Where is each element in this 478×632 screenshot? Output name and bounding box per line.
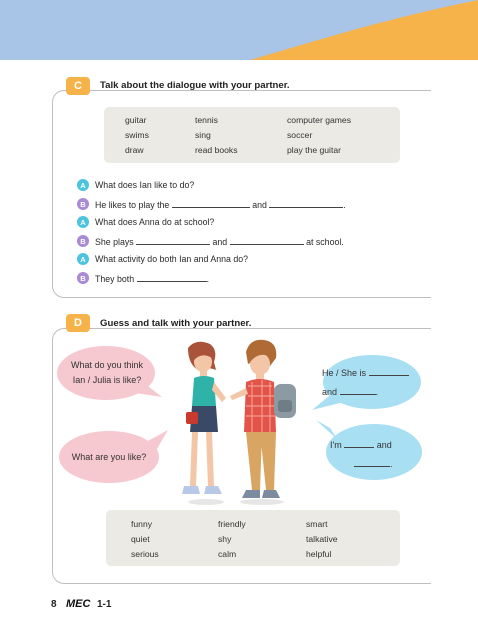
word-read-books: read books xyxy=(195,145,238,155)
bubble-1-text xyxy=(60,358,154,388)
question-fragment: . xyxy=(206,274,210,284)
answer-blank[interactable] xyxy=(230,235,304,245)
speaker-a-icon: A xyxy=(77,216,89,228)
bubble-2-text: What are you like? xyxy=(71,452,147,462)
word-swims: swims xyxy=(125,130,149,140)
unit-label: 1-1 xyxy=(97,599,112,610)
question-fragment: . xyxy=(343,200,346,210)
question-row xyxy=(77,198,346,210)
bubble-4-and: and xyxy=(376,440,392,450)
section-d-heading: Guess and talk with your partner. xyxy=(100,318,252,329)
question-fragment: They both xyxy=(95,274,137,284)
question-fragment: He likes to play the xyxy=(95,200,172,210)
question-row xyxy=(77,253,248,265)
word-guitar: guitar xyxy=(125,115,147,125)
question-text xyxy=(95,254,248,264)
word-talkative: talkative xyxy=(306,534,338,544)
speaker-b-icon: B xyxy=(77,198,89,210)
illustration-two-students xyxy=(176,336,306,506)
question-fragment: What activity do both Ian and Anna do? xyxy=(95,254,249,264)
question-fragment: What does Ian like to do? xyxy=(95,180,195,190)
question-fragment: She plays xyxy=(95,237,137,247)
header-banner xyxy=(0,0,478,60)
bubble-1-line-1: What do you think xyxy=(70,360,144,370)
word-quiet: quiet xyxy=(131,534,150,544)
bubble-3-blank-1[interactable] xyxy=(369,366,409,376)
bubble-4-line-1: I'm xyxy=(330,440,342,450)
speaker-a-icon: A xyxy=(77,253,89,265)
bubble-4-blank-2[interactable] xyxy=(354,457,390,467)
word-computer-games: computer games xyxy=(287,115,352,125)
question-row xyxy=(77,216,214,228)
question-text xyxy=(95,272,209,284)
word-funny: funny xyxy=(131,519,153,529)
section-c-heading: Talk about the dialogue with your partner. xyxy=(100,80,290,91)
word-soccer: soccer xyxy=(287,130,313,140)
bubble-3-text: He / She is and . xyxy=(322,366,416,400)
bubble-3-blank-2[interactable] xyxy=(340,385,376,395)
section-d-word-box xyxy=(106,510,400,566)
word-smart: smart xyxy=(306,519,328,529)
question-fragment: and xyxy=(249,200,270,210)
question-fragment: at school. xyxy=(303,237,344,247)
word-draw: draw xyxy=(125,145,144,155)
question-text xyxy=(95,217,214,227)
question-text xyxy=(95,235,344,247)
answer-blank[interactable] xyxy=(172,198,250,208)
section-c-word-box xyxy=(104,107,400,163)
bubble-3-line-2: and xyxy=(322,387,338,397)
word-friendly: friendly xyxy=(218,519,246,529)
section-c-badge: C xyxy=(66,77,90,95)
question-fragment: What does Anna do at school? xyxy=(95,217,215,227)
word-helpful: helpful xyxy=(306,549,332,559)
word-tennis: tennis xyxy=(195,115,218,125)
word-play-the-guitar: play the guitar xyxy=(287,145,341,155)
word-sing: sing xyxy=(195,130,211,140)
speaker-a-icon: A xyxy=(77,179,89,191)
speaker-b-icon: B xyxy=(77,235,89,247)
section-d-badge: D xyxy=(66,314,90,332)
question-row xyxy=(77,179,194,191)
word-shy: shy xyxy=(218,534,232,544)
bubble-4-blank-1[interactable] xyxy=(344,438,374,448)
answer-blank[interactable] xyxy=(136,235,210,245)
question-row xyxy=(77,235,344,247)
question-fragment: and xyxy=(210,237,230,247)
word-calm: calm xyxy=(218,549,237,559)
answer-blank[interactable] xyxy=(137,272,210,284)
bubble-3-line-1: He / She is xyxy=(322,368,367,378)
question-text xyxy=(95,198,346,210)
speaker-b-icon: B xyxy=(77,272,89,284)
question-row xyxy=(77,272,209,284)
mec-logo: MEC xyxy=(66,598,91,610)
word-serious: serious xyxy=(131,549,159,559)
page-number: 8 xyxy=(51,599,57,610)
bubble-1-line-2: Ian / Julia is like? xyxy=(72,375,142,385)
bubble-4-text: I'm and . xyxy=(330,440,393,469)
answer-blank[interactable] xyxy=(269,198,346,210)
question-text xyxy=(95,180,194,190)
